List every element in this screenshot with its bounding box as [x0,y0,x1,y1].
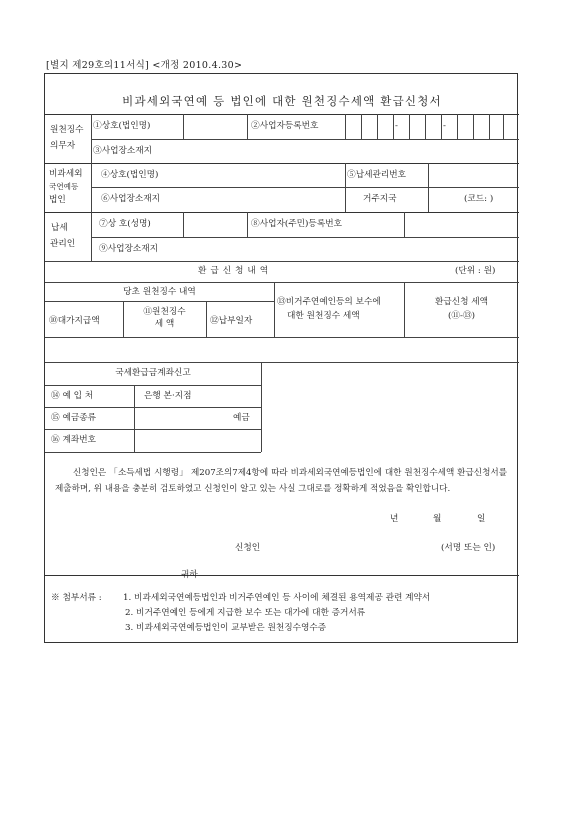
corp-label-1: 비과세외 [49,169,83,179]
account-number-label: ⑯ 계좌번호 [51,435,97,445]
rule [247,114,248,139]
corp-tax-no-label: ⑤납세관리번호 [347,170,407,180]
rule [274,282,275,337]
corp-name-label: ④상호(법인명) [101,170,159,180]
biz-no-dash-1: - [395,121,398,131]
section-divider [45,163,519,164]
rule [393,114,394,139]
form-number: [별지 제29호의11서식] <개정 2010.4.30> [46,60,243,71]
form-title: 비과세외국연예 등 법인에 대한 원천징수세액 환급신청서 [122,94,442,108]
withholder-label-1: 원천징수 [50,125,84,135]
corp-address-label: ⑥사업장소재지 [101,194,161,204]
refund-section-title: 환 급 신 청 내 역 [198,266,269,276]
rule [489,114,490,139]
date-month: 월 [433,514,442,524]
withholder-address-label: ③사업장소재지 [93,146,153,156]
attachment-2: 2. 비거주연예인 등에게 지급한 보수 또는 대가에 대한 증거서류 [125,608,366,618]
account-type-label: ⑮ 예금종류 [51,413,97,423]
rule [404,282,405,337]
col-nonresident-tax-1: ⑬비거주연예인등의 보수에 [277,297,381,307]
rule [261,362,262,452]
section-divider [45,212,519,213]
signature-label: (서명 또는 인) [441,543,496,553]
withholder-label-2: 의무자 [50,141,76,151]
rule [45,452,261,453]
manager-address-label: ⑨사업장소재지 [99,244,159,254]
rule [409,114,410,139]
rule [428,187,429,212]
col-withholding-tax-1: ⑪원천징수 [143,307,186,317]
rule [457,114,458,139]
withholder-name-label: ①상호(법인명) [93,121,151,131]
attachment-3: 3. 비과세외국연예등법인이 교부받은 원천징수영수증 [125,623,327,633]
rule [183,212,184,237]
manager-name-label: ⑦상 호(성명) [99,219,151,229]
col-payment-amount: ⑩대가지급액 [49,316,100,326]
statement-text: 신청인은 「소득세법 시행령」 제207조의7제4항에 따라 비과세외국연예등법인에 대한 원천징수세액 환급신청서를 제출하며, 위 내용을 충분히 검토하였고 신청인이 알고 있는 사실 그대로를 정확하게 적었음을 확인합니다. [55,468,507,494]
rule [91,237,519,238]
rule [473,114,474,139]
rule [45,337,519,338]
rule [91,114,92,262]
col-payment-date: ⑫납부일자 [210,316,253,326]
rule [45,261,519,262]
rule [91,187,519,188]
refund-application-form [44,73,518,643]
account-type-value: 예금 [233,413,250,423]
bank-branch-value: 은행 본·지점 [144,391,192,401]
manager-label-1: 납세 [51,223,68,233]
corp-label-2: 국연예등 [49,182,79,191]
rule [441,114,442,139]
original-withholding-header: 당초 원천징수 내역 [123,287,196,297]
corp-country-code: (코드: ) [464,194,494,204]
rule [45,385,261,386]
corp-label-3: 법인 [49,195,66,205]
rule [428,163,429,187]
rule [361,114,362,139]
rule [247,212,248,237]
rule [45,301,274,302]
rule [404,212,405,237]
attachment-divider [45,575,519,576]
attachment-1: 1. 비과세외국연예등법인과 비거주연예인 등 사이에 체결된 용역제공 관련 계약서 [123,593,431,603]
rule [45,429,261,430]
rule [345,187,346,212]
applicant-label: 신청인 [235,543,261,553]
rule [91,139,519,140]
rule [123,301,124,337]
account-section-title: 국세환급금계좌신고 [115,368,191,378]
rule [206,301,207,337]
col-refund-amount-1: 환급신청 세액 [434,297,489,307]
title-divider [45,114,519,115]
biz-no-dash-2: - [443,121,446,131]
manager-label-2: 관리인 [50,239,76,249]
date-day: 일 [477,514,486,524]
rule [425,114,426,139]
rule [345,163,346,187]
rule [377,114,378,139]
withholder-biz-no-label: ②사업자등록번호 [251,121,319,131]
bank-label: ⑭ 예 입 처 [51,391,94,401]
rule [45,362,519,363]
rule [45,407,261,408]
rule [183,114,184,139]
addressee: 귀하 [181,570,198,580]
col-withholding-tax-2: 세 액 [154,319,175,329]
applicant-statement [55,465,507,497]
col-nonresident-tax-2: 대한 원천징수 세액 [287,311,360,321]
attachments-label: ※ 첨부서류 : [51,593,102,603]
corp-country-label: 거주지국 [363,194,397,204]
rule [503,114,504,139]
rule [345,114,346,139]
date-year: 년 [390,514,399,524]
rule [45,282,519,283]
rule [134,385,135,452]
refund-unit: (단위 : 원) [455,266,496,276]
manager-id-no-label: ⑧사업자(주민)등록번호 [251,219,342,229]
col-refund-amount-2: (⑪-⑬) [447,311,476,321]
